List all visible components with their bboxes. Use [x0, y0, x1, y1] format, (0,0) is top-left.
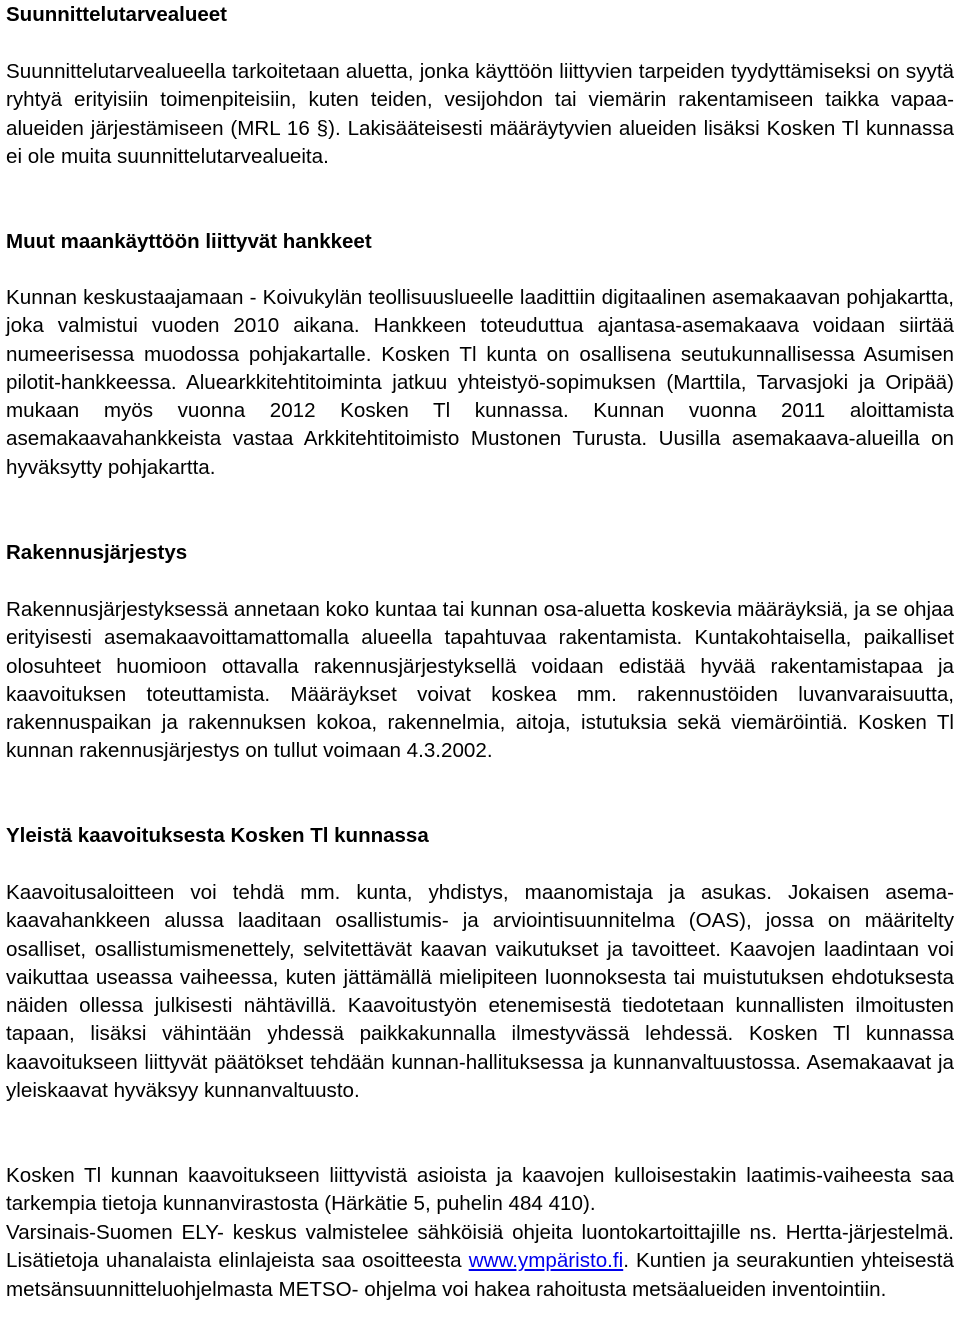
ely-text-after-link: . Kuntien ja seurakuntien yhteisestä metsänsuunnitteluohjelmasta METSO- ohjelma voi hakea rahoitusta metsäalueiden inventointiin.	[6, 1249, 954, 1301]
section-heading-yleista-kaavoituksesta: Yleistä kaavoituksesta Kosken Tl kunnassa	[6, 824, 429, 847]
section-heading-muut-hankkeet: Muut maankäyttöön liittyvät hankkeet	[6, 230, 372, 253]
contact-paragraph: Kosken Tl kunnan kaavoitukseen liittyvistä asioista ja kaavojen kulloisestakin laatimis-vaiheesta saa tarkempia tietoja kunnanvirastosta (Härkätie 5, puhelin 484 410).	[6, 1164, 954, 1216]
section-paragraph-muut-hankkeet: Kunnan keskustaajamaan - Koivukylän teollisuuslueelle laadittiin digitaalinen asemakaavan pohjakartta, joka valmistui vuoden 2010 aikana. Hankkeen toteuduttua ajantasa-asemakaava voidaan siirtää numeerisessa muodossa pohjakartalle. Kosken Tl kunta on osallisena seutukunnallisessa Asumisen pilotit-hankkeessa. Aluearkkitehtitoiminta jatkuu yhteistyö-sopimuksen (Marttila, Tarvasjoki ja Oripää) mukaan myös vuonna 2012 Kosken Tl kunnassa. Kunnan vuonna 2011 aloittamista asemakaavahankkeista vastaa Arkkitehtitoimisto Mustonen Turusta. Uusilla asemakaava-alueilla on hyväksytty pohjakartta.	[6, 286, 954, 479]
ely-paragraph	[6, 1219, 954, 1304]
section-paragraph-yleista-kaavoituksesta: Kaavoitusaloitteen voi tehdä mm. kunta, yhdistys, maanomistaja ja asukas. Jokaisen asema-kaavahankkeen alussa laaditaan osallistumis- ja arviointisuunnitelma (OAS), jossa on määritelty osalliset, osallistumismenettely, selvitettävät kaavan vaikutukset ja tavoitteet. Kaavojen laadintaan voi vaikuttaa useassa vaiheessa, kuten jättämällä mielipiteen luonnoksesta tai muistutuksen ehdotuksesta näiden ollessa julkisesti nähtävillä. Kaavoitustyön etenemisestä tiedotetaan kunnallisten ilmoitusten tapaan, lisäksi vähintään yhdessä paikkakunnalla ilmestyvässä lehdessä. Kosken Tl kunnassa kaavoitukseen liittyvät päätökset tehdään kunnan-hallituksessa ja kunnanvaltuustossa. Asemakaavat ja yleiskaavat hyväksyy kunnanvaltuusto.	[6, 881, 954, 1103]
section-paragraph-suunnittelutarvealueet: Suunnittelutarvealueella tarkoitetaan aluetta, jonka käyttöön liittyvien tarpeiden tyydyttämiseksi on syytä ryhtyä erityisiin toimenpiteisiin, kuten teiden, vesijohdon tai viemärin rakentamiseen taikka vapaa-alueiden järjestämiseen (MRL 16 §). Lakisääteisesti määräytyvien alueiden lisäksi Kosken Tl kunnassa ei ole muita suunnittelutarvealueita.	[6, 60, 954, 168]
section-heading-suunnittelutarvealueet: Suunnittelutarvealueet	[6, 3, 227, 26]
ymparisto-link[interactable]: www.ympäristo.fi	[468, 1249, 624, 1273]
section-heading-rakennusjarjestys: Rakennusjärjestys	[6, 541, 188, 564]
section-paragraph-rakennusjarjestys: Rakennusjärjestyksessä annetaan koko kuntaa tai kunnan osa-aluetta koskevia määräyksiä, ja se ohjaa erityisesti asemakaavoittamattomalla alueella tapahtuvaa rakentamista. Kuntakohtaisella, paikalliset olosuhteet huomioon ottavalla rakennusjärjestyksellä voidaan edistää hyvää rakentamistapaa ja kaavoituksen toteuttamista. Määräykset voivat koskea mm. rakennustöiden luvanvaraisuutta, rakennuspaikan ja rakennuksen kokoa, rakennelmia, aitoja, istutuksia sekä viemäröintiä. Kosken Tl kunnan rakennusjärjestys on tullut voimaan 4.3.2002.	[6, 598, 954, 763]
ely-text-before-link: Varsinais-Suomen ELY- keskus valmistelee sähköisiä ohjeita luontokartoittajille ns. Hertta-järjestelmä. Lisätietoja uhanalaista elinlajeista saa osoitteesta	[6, 1221, 954, 1273]
